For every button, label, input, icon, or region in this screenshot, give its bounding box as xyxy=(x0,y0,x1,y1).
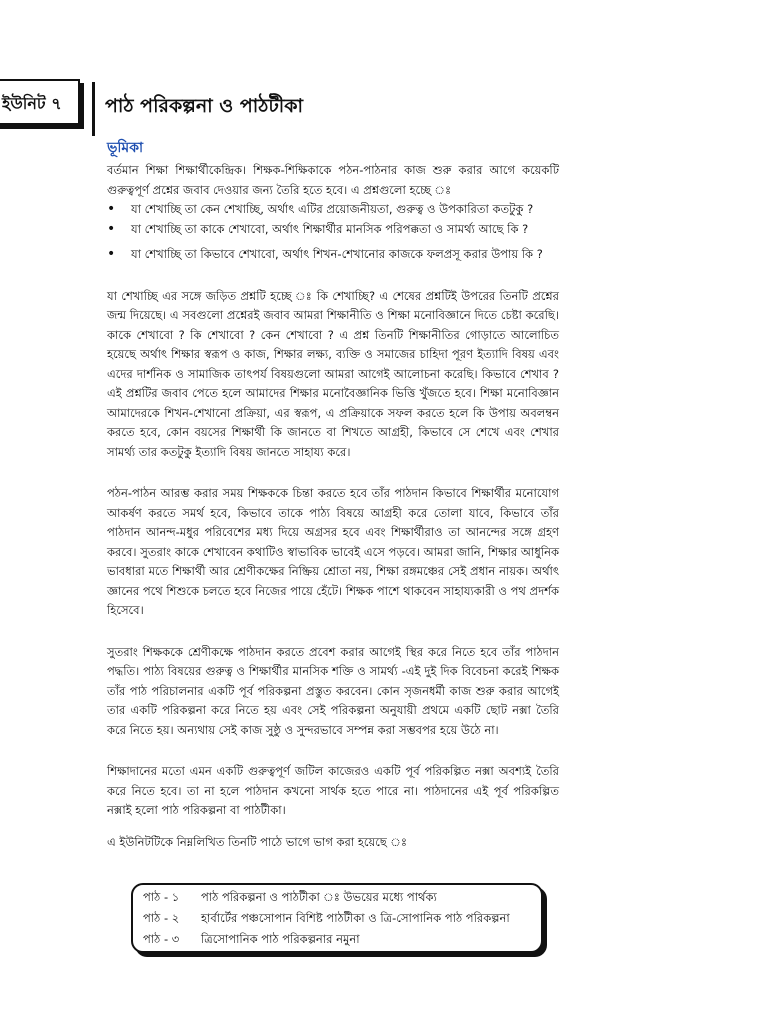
lesson-item xyxy=(143,908,531,929)
list-item: • যা শেখাচ্ছি তা কিভাবে শেখাবো, অর্থাৎ শিখন-শেখানোর কাজকে ফলপ্রসূ করার উপায় কি ? xyxy=(107,245,559,265)
lesson-title: হার্বার্টের পঞ্চসোপান বিশিষ্ট পাঠটীকা ও ত্রি-সোপানিক পাঠ পরিকল্পনা xyxy=(201,911,510,925)
body-paragraph-3: সুতরাং শিক্ষককে শ্রেণীকক্ষে পাঠদান করতে প্রবেশ করার আগেই স্থির করে নিতে হবে তাঁর পাঠদান পদ্ধতি। পাঠ্য বিষয়ের গুরুত্ব ও শিক্ষার্থীর মানসিক শক্তি ও সামর্থ্য -এই দুই দিক বিবেচনা করেই শিক্ষক তাঁর পাঠ পরিচালনার একটি পূর্ব পরিকল্পনা প্রস্তুত করবেন। কোন সৃজনধর্মী কাজ শুরু করার আগেই তার একটি পরিকল্পনা করে নিতে হয় এবং সেই পরিকল্পনা অনুযায়ী প্রথমে একটি ছোট নক্সা তৈরি করে নিতে হয়। অন্যথায় সেই কাজ সুষ্ঠু ও সুন্দরভাবে সম্পন্ন করা সম্ভবপর হয়ে উঠে না। xyxy=(107,644,559,737)
lessons-intro: এ ইউনিটটিকে নিম্নলিখিত তিনটি পাঠে ভাগে ভাগ করা হয়েছে ঃ xyxy=(107,834,407,849)
lesson-title: ত্রিসোপানিক পাঠ পরিকল্পনার নমুনা xyxy=(201,932,360,946)
title-divider xyxy=(92,82,95,136)
unit-label: ইউনিট ৭ xyxy=(2,94,62,113)
lesson-title: পাঠ পরিকল্পনা ও পাঠটীকা ঃ উভয়ের মধ্যে পার্থক্য xyxy=(201,890,437,904)
lesson-item xyxy=(143,887,531,908)
lessons-box xyxy=(131,883,543,953)
intro-paragraph: বর্তমান শিক্ষা শিক্ষার্থীকেন্দ্রিক। শিক্ষক-শিক্ষিকাকে পঠন-পাঠনার কাজ শুরু করার আগে কয়েকটি গুরুত্বপূর্ণ প্রশ্নের জবাব দেওয়ার জন্য তৈরি হতে হবে। এ প্রশ্নগুলো হচ্ছে ঃ xyxy=(107,163,559,197)
lesson-number: পাঠ - ১ xyxy=(143,890,180,904)
question-list xyxy=(107,200,559,265)
page-title: পাঠ পরিকল্পনা ও পাঠটীকা xyxy=(105,95,304,117)
lesson-number: পাঠ - ৩ xyxy=(143,932,180,946)
main-content xyxy=(107,137,559,852)
body-paragraph-1: যা শেখাচ্ছি এর সঙ্গে জড়িত প্রশ্নটি হচ্ছে ঃ কি শেখাচ্ছি? এ শেষের প্রশ্নটিই উপরের তিনটি প্রশ্নের জন্ম দিয়েছে। এ সবগুলো প্রশ্নেরই জবাব আমরা শিক্ষানীতি ও শিক্ষা মনোবিজ্ঞানে দিতে চেষ্টা করেছি। কাকে শেখাবো ? কি শেখাবো ? কেন শেখাবো ? এ প্রশ্ন তিনটি শিক্ষানীতির গোড়াতে আলোচিত হয়েছে অর্থাৎ শিক্ষার স্বরূপ ও কাজ, শিক্ষার লক্ষ্য, ব্যক্তি ও সমাজের চাহিদা পূরণ ইত্যাদি বিষয় এবং এদের দার্শনিক ও সামাজিক তাৎপর্য বিষয়গুলো আমরা আগেই আলোচনা করেছি। কিভাবে শেখাব ? এই প্রশ্নটির জবাব পেতে হলে আমাদের শিক্ষার মনোবৈজ্ঞানিক ভিত্তি খুঁজতে হবে। শিক্ষা মনোবিজ্ঞান আমাদেরকে শিখন-শেখানো প্রক্রিয়া, এর স্বরূপ, এ প্রক্রিয়াকে সফল করতে হলে কি উপায় অবলম্বন করতে হবে, কোন বয়সের শিক্ষার্থী কি জানতে বা শিখতে আগ্রহী, কিভাবে সে শেখে এবং শেখার সামর্থ্য তার কতটুকু ইত্যাদি বিষয় জানতে সাহায্য করে। xyxy=(107,288,559,459)
body-paragraph-4: শিক্ষাদানের মতো এমন একটি গুরুত্বপূর্ণ জটিল কাজেরও একটি পূর্ব পরিকল্পিত নক্সা অবশ্যই তৈরি করে নিতে হবে। তা না হলে পাঠদান কখনো সার্থক হতে পারে না। পাঠদানের এই পূর্ব পরিকল্পিত নক্সাই হলো পাঠ পরিকল্পনা বা পাঠটীকা। xyxy=(107,764,559,817)
section-heading: ভূমিকা xyxy=(107,140,144,156)
lesson-number: পাঠ - ২ xyxy=(143,911,180,925)
lesson-item xyxy=(143,929,531,950)
list-item: • যা শেখাচ্ছি তা কেন শেখাচ্ছি, অর্থাৎ এটির প্রয়োজনীয়তা, গুরুত্ব ও উপকারিতা কতটুকু ? xyxy=(107,200,559,220)
list-item: • যা শেখাচ্ছি তা কাকে শেখাবো, অর্থাৎ শিক্ষার্থীর মানসিক পরিপক্কতা ও সামর্থ্য আছে কি ? xyxy=(107,220,559,240)
unit-label-box xyxy=(0,79,80,125)
body-paragraph-2: পঠন-পাঠন আরম্ভ করার সময় শিক্ষককে চিন্তা করতে হবে তাঁর পাঠদান কিভাবে শিক্ষার্থীর মনোযোগ আকর্ষণ করতে সমর্থ হবে, কিভাবে তাকে পাঠ্য বিষয়ে আগ্রহী করে তোলা যাবে, কিভাবে তাঁর পাঠদান আনন্দ-মধুর পরিবেশের মধ্য দিয়ে অগ্রসর হবে এবং শিক্ষার্থীরাও তা আনন্দের সঙ্গে গ্রহণ করবে। সুতরাং কাকে শেখাবেন কথাটিও স্বাভাবিক ভাবেই এসে পড়বে। আমরা জানি, শিক্ষার আধুনিক ভাবধারা মতে শিক্ষার্থী আর শ্রেণীকক্ষের নিষ্ক্রিয় শ্রোতা নয়, শিক্ষা রঙ্গমঞ্চের সেই প্রধান নায়ক। অর্থাৎ জ্ঞানের পথে শিশুকে চলতে হবে নিজের পায়ে হেঁটে। শিক্ষক পাশে থাকবেন সাহায্যকারী ও পথ প্রদর্শক হিসেবে। xyxy=(107,486,559,617)
